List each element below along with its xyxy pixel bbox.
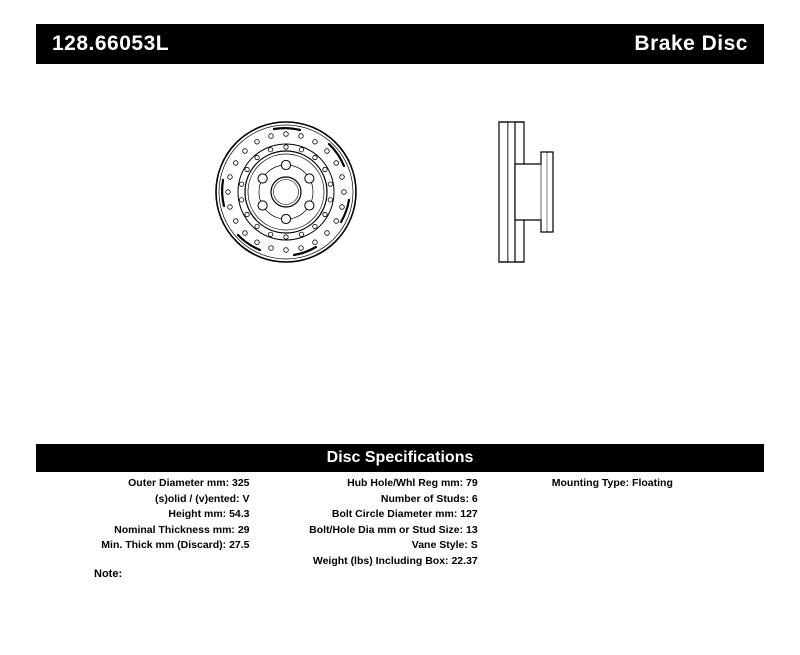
spec-line: (s)olid / (v)ented: V <box>155 492 250 505</box>
spec-line: Hub Hole/Whl Reg mm: 79 <box>347 477 478 489</box>
spec-line: Mounting Type: Floating <box>551 477 673 489</box>
spec-line: Nominal Thickness mm: 29 <box>114 523 250 536</box>
spec-line: Vane Style: S <box>411 539 478 551</box>
spec-column-1 <box>36 476 284 569</box>
spec-column-3 <box>524 476 764 569</box>
spec-line: Bolt/Hole Dia mm or Stud Size: 13 <box>309 523 478 536</box>
header-bar <box>36 24 764 64</box>
spec-columns <box>36 476 764 569</box>
spec-line: Bolt Circle Diameter mm: 127 <box>331 508 478 520</box>
note-row <box>36 568 764 580</box>
spec-line: Weight (lbs) Including Box: 22.37 <box>312 554 478 567</box>
spec-line: Min. Thick mm (Discard): 27.5 <box>101 539 250 551</box>
spec-line: Number of Studs: 6 <box>380 492 478 505</box>
spec-line: Outer Diameter mm: 325 <box>128 477 250 489</box>
brake-disc-front-view <box>216 122 356 262</box>
brake-disc-cross-section-view <box>499 122 553 262</box>
note-label: Note: <box>94 568 123 580</box>
technical-drawing <box>36 80 764 380</box>
spec-bar-title: Disc Specifications <box>326 449 474 466</box>
part-number: 128.66053L <box>52 32 170 55</box>
page-title: Brake Disc <box>634 32 748 55</box>
disc-specifications-bar <box>36 444 764 472</box>
spec-column-2 <box>284 476 524 569</box>
spec-line: Height mm: 54.3 <box>168 508 250 520</box>
